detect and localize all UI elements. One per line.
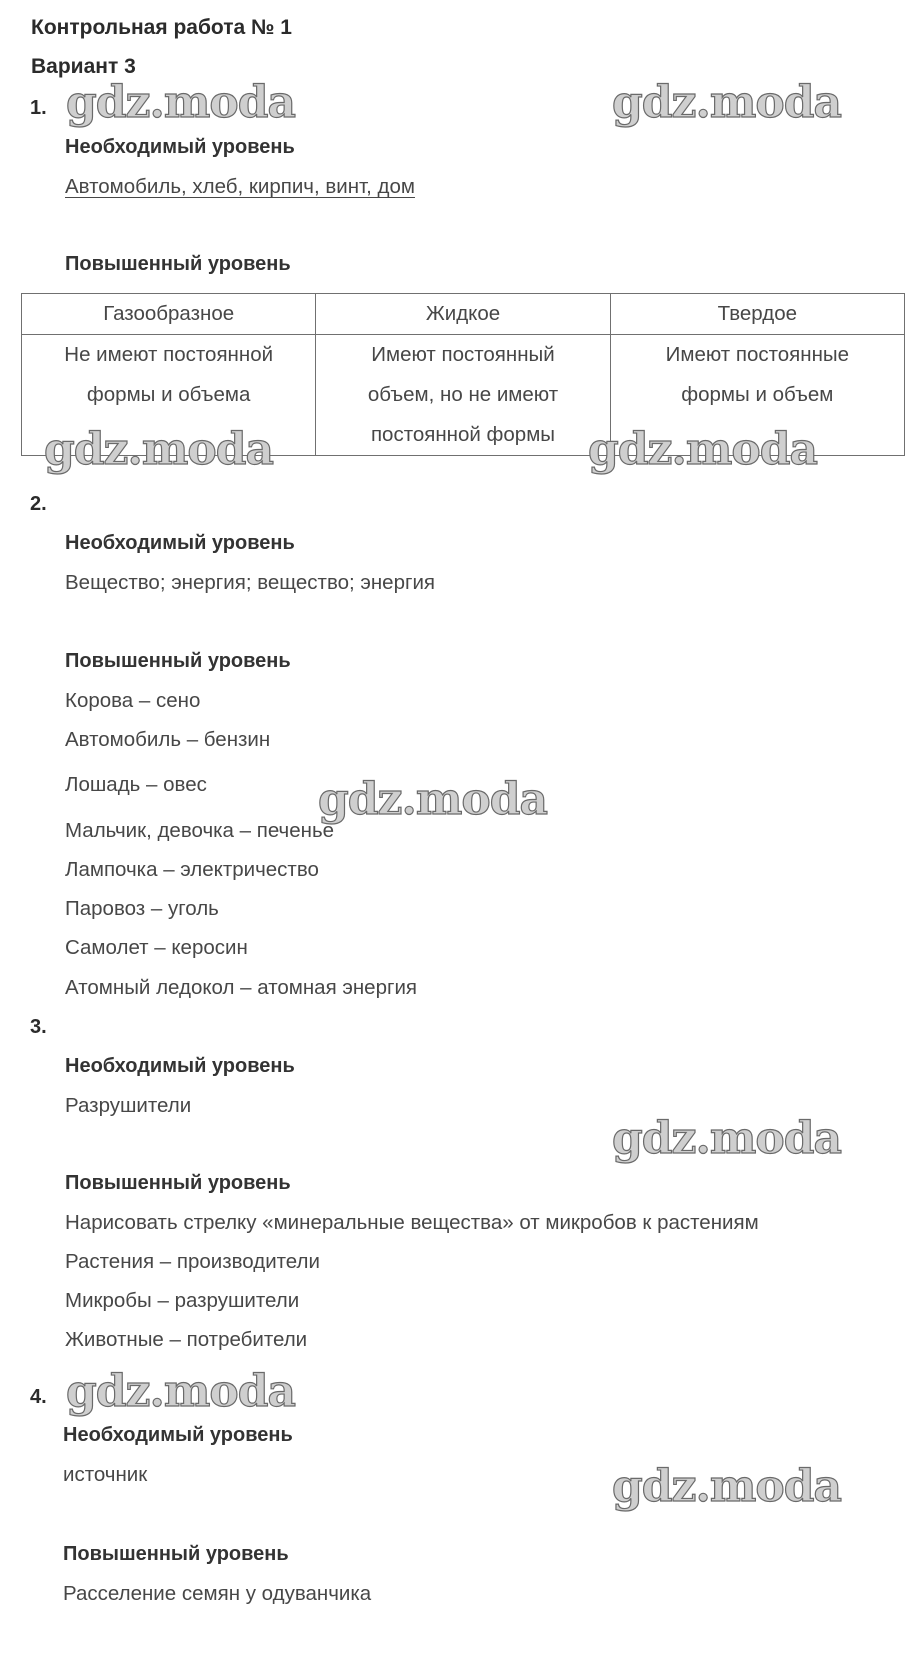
table-cell: Имеют постоянные формы и объем bbox=[610, 335, 904, 456]
list-item: Животные – потребители bbox=[65, 1328, 308, 1351]
advanced-level-label: Повышенный уровень bbox=[65, 650, 291, 672]
basic-answer: Вещество; энергия; вещество; энергия bbox=[65, 571, 436, 594]
list-item: Автомобиль – бензин bbox=[65, 728, 271, 751]
table-cell: Имеют постоянный объем, но не имеют постоянной формы bbox=[316, 335, 610, 456]
list-item: Лампочка – электричество bbox=[65, 858, 319, 881]
basic-level-label: Необходимый уровень bbox=[63, 1424, 293, 1446]
table-header-cell: Газообразное bbox=[22, 294, 316, 335]
basic-answer: Разрушители bbox=[65, 1094, 192, 1117]
list-item: Лошадь – овес bbox=[65, 773, 207, 796]
table-cell: Не имеют постоянной формы и объема bbox=[22, 335, 316, 456]
variant-label: Вариант 3 bbox=[31, 55, 136, 78]
table-header-row bbox=[22, 294, 905, 335]
task-number: 1. bbox=[30, 97, 47, 119]
list-item: Нарисовать стрелку «минеральные вещества» от микробов к растениям bbox=[65, 1211, 759, 1234]
task-number: 3. bbox=[30, 1016, 47, 1038]
list-item: Корова – сено bbox=[65, 689, 201, 712]
watermark-logo: gdz.moda bbox=[318, 774, 548, 825]
page-title: Контрольная работа № 1 bbox=[31, 16, 292, 39]
list-item: Паровоз – уголь bbox=[65, 897, 219, 920]
advanced-answer: Расселение семян у одуванчика bbox=[63, 1582, 372, 1605]
table-header-cell: Жидкое bbox=[316, 294, 610, 335]
advanced-level-label: Повышенный уровень bbox=[65, 1172, 291, 1194]
task-number: 2. bbox=[30, 493, 47, 515]
list-item: Микробы – разрушители bbox=[65, 1289, 300, 1312]
advanced-level-label: Повышенный уровень bbox=[63, 1543, 289, 1565]
list-item: Растения – производители bbox=[65, 1250, 320, 1273]
list-item: Мальчик, девочка – печенье bbox=[65, 819, 335, 842]
task-number: 4. bbox=[30, 1386, 47, 1408]
advanced-level-label: Повышенный уровень bbox=[65, 253, 291, 275]
watermark-logo: gdz.moda bbox=[612, 77, 842, 128]
basic-answer: источник bbox=[63, 1463, 148, 1486]
basic-level-label: Необходимый уровень bbox=[65, 1055, 295, 1077]
watermark-logo: gdz.moda bbox=[44, 424, 274, 475]
basic-level-label: Необходимый уровень bbox=[65, 136, 295, 158]
watermark-logo: gdz.moda bbox=[66, 1366, 296, 1417]
watermark-logo: gdz.moda bbox=[588, 424, 818, 475]
basic-answer: Автомобиль, хлеб, кирпич, винт, дом bbox=[65, 175, 415, 198]
list-item: Самолет – керосин bbox=[65, 936, 248, 959]
list-item: Атомный ледокол – атомная энергия bbox=[65, 976, 417, 999]
watermark-logo: gdz.moda bbox=[612, 1461, 842, 1512]
table-header-cell: Твердое bbox=[610, 294, 904, 335]
basic-level-label: Необходимый уровень bbox=[65, 532, 295, 554]
watermark-logo: gdz.moda bbox=[66, 77, 296, 128]
watermark-logo: gdz.moda bbox=[612, 1113, 842, 1164]
